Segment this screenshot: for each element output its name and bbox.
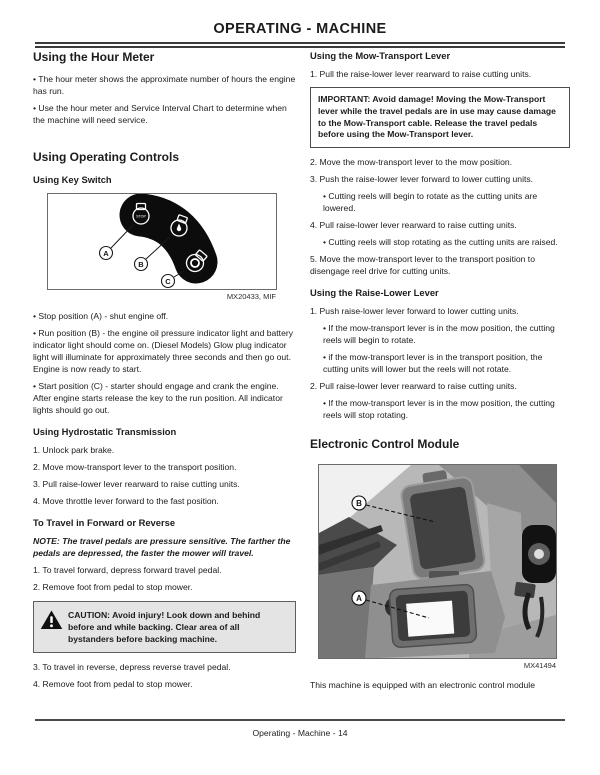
mow-step-1: 1. Pull the raise-lower lever rearward to raise cutting units.: [310, 69, 532, 79]
key-switch-figure: [47, 193, 277, 301]
raise-step-2: 2. Pull raise-lower lever rearward to raise cutting units.: [310, 381, 517, 392]
warning-triangle-icon: [40, 610, 63, 630]
mow-step-5: 5. Move the mow-transport lever to the transport position to disengage reel drive for cutting units.: [310, 254, 535, 277]
hydro-step-1: 1. Unlock park brake.: [33, 445, 115, 455]
heading-ecm: Electronic Control Module: [310, 437, 460, 452]
hour-meter-bullet-1: • The hour meter shows the approximate number of hours the engine has run.: [33, 74, 296, 96]
svg-text:A: A: [356, 594, 362, 604]
ecm-figure: [318, 464, 557, 670]
important-box: [310, 87, 570, 148]
heading-hour-meter: Using the Hour Meter: [33, 50, 155, 64]
ecm-module: [406, 601, 454, 637]
footer-rule: [35, 719, 565, 721]
header-rule: [35, 42, 565, 48]
mow-sub-bullet-1: • Cutting reels will begin to rotate as the cutting units are lowered.: [323, 191, 538, 214]
mow-step-3: 3. Push the raise-lower lever forward to lower cutting units.: [310, 174, 534, 185]
hydro-step-3: 3. Pull raise-lower lever rearward to raise cutting units.: [33, 479, 240, 489]
hydro-step-2: 2. Move mow-transport lever to the transport position.: [33, 462, 237, 472]
heading-travel: To Travel in Forward or Reverse: [33, 517, 176, 528]
ecm-figure-frame: [318, 464, 557, 659]
important-text: IMPORTANT: Avoid damage! Moving the Mow-Transport lever while the travel pedals are in use may cause damage to the Mow-Transport cable. Release the travel pedals before using the Mow-Transport lever.: [318, 94, 556, 140]
key-switch-illustration: [48, 194, 276, 289]
ecm-figure-caption: MX41494: [523, 661, 556, 671]
heading-mow-transport: Using the Mow-Transport Lever: [310, 50, 451, 61]
ecm-label-b-callout: [352, 496, 366, 510]
right-column: [310, 50, 570, 696]
svg-text:C: C: [165, 276, 171, 286]
travel-step-1: 1. To travel forward, depress forward travel pedal.: [33, 565, 222, 575]
key-switch-figure-frame: [47, 193, 277, 290]
label-a-callout: [100, 247, 113, 260]
left-column: [33, 50, 296, 695]
raise-sub-bullet-1: • If the mow-transport lever is in the mow position, the cutting reels will begin to rotate.: [323, 323, 555, 346]
mow-step-4: 4. Pull raise-lower lever rearward to raise cutting units.: [310, 220, 517, 231]
stop-key-label: STOP: [136, 214, 146, 219]
caution-text: CAUTION: Avoid injury! Look down and behind before and while backing. Clear area of all bystanders before backing machine.: [68, 610, 261, 644]
hydro-step-4: 4. Move throttle lever forward to the fast position.: [33, 496, 219, 506]
svg-text:B: B: [356, 499, 362, 509]
travel-step-2: 2. Remove foot from pedal to stop mower.: [33, 582, 193, 592]
key-position-bullet-start: • Start position (C) - starter should engage and crank the engine. After engine starts release the key to the run position. All indicator lights should go out.: [33, 381, 283, 415]
ecm-photo: [319, 465, 556, 658]
raise-step-1: 1. Push raise-lower lever forward to lower cutting units.: [310, 306, 519, 317]
key-switch-figure-caption: MX20433, MIF: [226, 292, 276, 301]
mow-step-2: 2. Move the mow-transport lever to the mow position.: [310, 157, 513, 168]
heading-operating-controls: Using Operating Controls: [33, 150, 180, 164]
travel-step-3: 3. To travel in reverse, depress reverse travel pedal.: [33, 662, 231, 672]
heading-raise-lower: Using the Raise-Lower Lever: [310, 287, 439, 299]
travel-note: NOTE: The travel pedals are pressure sensitive. The farther the pedals are depressed, the faster the mower will travel.: [33, 536, 291, 558]
label-a-leader-line: [111, 224, 134, 248]
svg-text:B: B: [138, 259, 144, 269]
mow-sub-bullet-2: • Cutting reels will stop rotating as the cutting units are raised.: [323, 237, 558, 248]
label-b-callout: [135, 258, 148, 271]
run-key-drop-dot: [177, 227, 181, 231]
key-position-bullet-stop: • Stop position (A) - shut engine off.: [33, 311, 169, 321]
ecm-label-a-callout: [352, 591, 366, 605]
svg-text:A: A: [103, 248, 109, 258]
label-c-callout: [162, 275, 175, 288]
footer-page-number: Operating - Machine - 14: [252, 728, 348, 738]
heading-hydrostatic: Using Hydrostatic Transmission: [33, 426, 177, 437]
travel-step-4: 4. Remove foot from pedal to stop mower.: [33, 679, 193, 689]
key-position-bullet-run: • Run position (B) - the engine oil pressure indicator light and battery indicator light should come on. (Diesel Models) Glow plug indicator light will illuminate for approximately three seconds and then go out. Engine is now ready to start.: [33, 328, 294, 374]
raise-sub-bullet-2: • if the mow-transport lever is in the transport position, the cutting units will lower but the reels will not rotate.: [323, 352, 543, 375]
ecm-description: This machine is equipped with an electronic control module: [310, 680, 535, 691]
page-title: OPERATING - MACHINE: [213, 21, 387, 37]
caution-box: [33, 601, 296, 653]
heading-key-switch: Using Key Switch: [33, 174, 112, 185]
ecm-compartment: [389, 584, 477, 648]
hour-meter-bullet-2: • Use the hour meter and Service Interval Chart to determine when the machine will need service.: [33, 103, 287, 125]
raise-sub-bullet-3: • If the mow-transport lever is in the mow position, the cutting reels will stop rotating.: [323, 398, 555, 421]
